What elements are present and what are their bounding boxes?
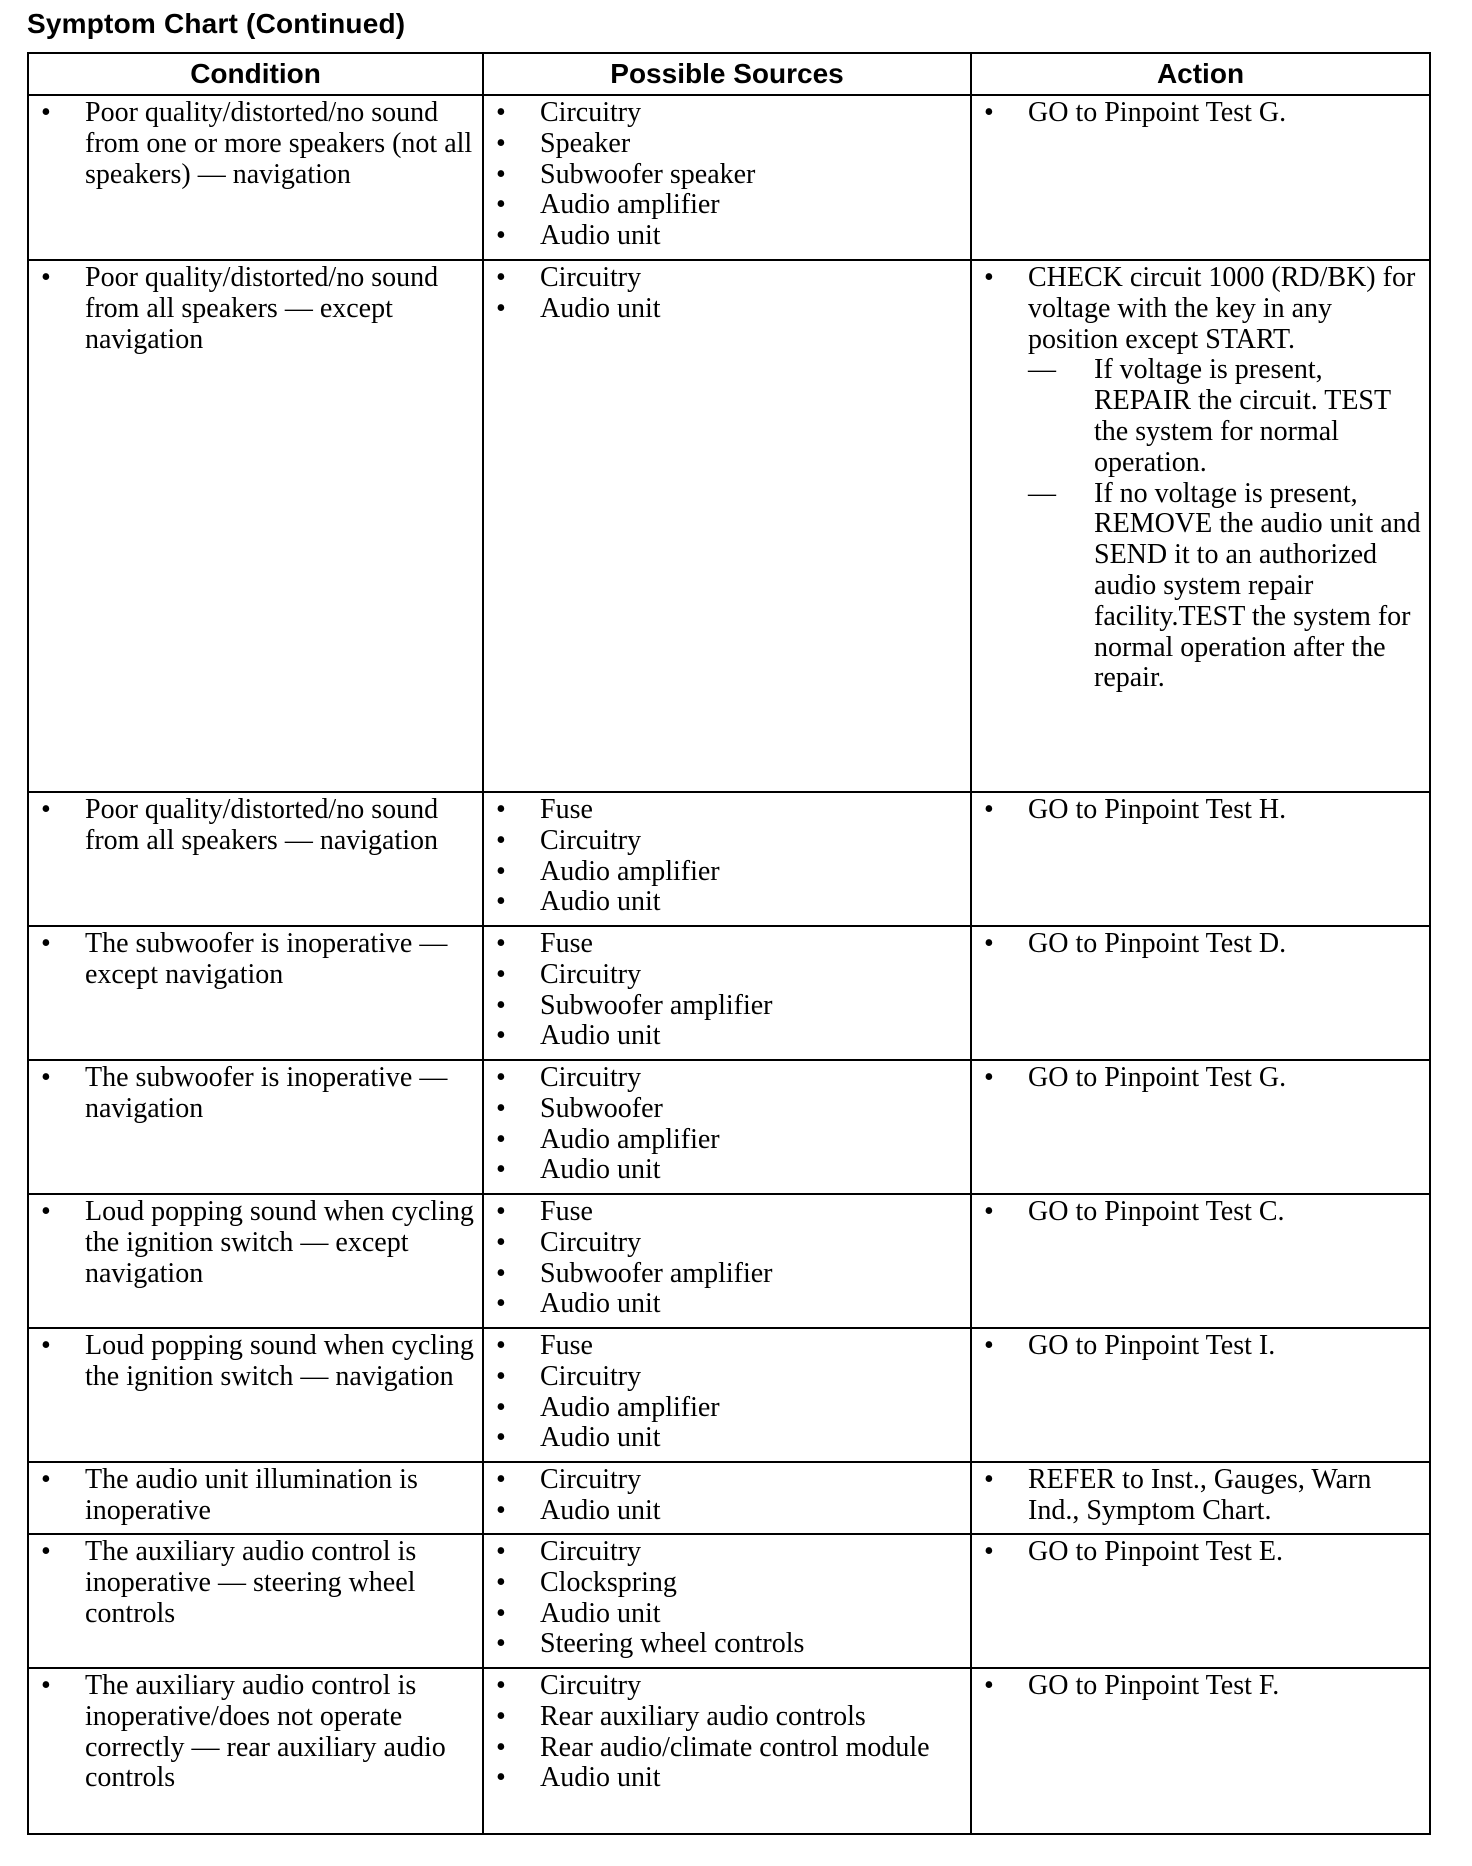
table-row [28, 1462, 1430, 1534]
sub-action-item [1028, 355, 1421, 478]
bullet-icon: • [984, 1464, 994, 1495]
bullet-icon: • [984, 1330, 994, 1361]
possible-sources-cell [483, 1534, 971, 1668]
condition-item [41, 1537, 474, 1629]
source-item-text: Subwoofer amplifier [540, 1257, 773, 1289]
source-item [496, 1763, 962, 1794]
bullet-icon: • [496, 1257, 506, 1289]
bullet-icon: • [984, 1196, 994, 1227]
condition-cell [28, 260, 483, 792]
bullet-icon: • [984, 928, 994, 959]
action-item [984, 263, 1421, 694]
bullet-icon: • [496, 1597, 506, 1629]
source-item-text: Audio unit [540, 1762, 661, 1794]
bullet-icon: • [984, 1062, 994, 1093]
source-item-list [484, 1669, 970, 1794]
table-row [28, 792, 1430, 926]
source-item [496, 1289, 962, 1320]
action-cell [971, 1462, 1430, 1534]
condition-cell [28, 1462, 483, 1534]
action-list [972, 261, 1429, 694]
action-text: GO to Pinpoint Test H. [1028, 794, 1287, 825]
bullet-icon: • [496, 220, 506, 252]
source-item [496, 1125, 962, 1156]
bullet-icon: • [41, 262, 51, 293]
table-row [28, 1194, 1430, 1328]
source-item [496, 1671, 962, 1702]
bullet-icon: • [984, 1536, 994, 1567]
source-item [496, 1021, 962, 1052]
possible-sources-cell [483, 926, 971, 1060]
source-item-text: Circuitry [540, 1464, 642, 1495]
condition-item-text: Poor quality/distorted/no sound from all speakers — except navigation [85, 262, 439, 355]
bullet-icon: • [496, 292, 506, 324]
condition-item-text: Loud popping sound when cycling the ignition switch — except navigation [85, 1196, 474, 1289]
action-text: GO to Pinpoint Test G. [1028, 1062, 1287, 1093]
source-item-text: Fuse [540, 1196, 593, 1227]
condition-item-list [29, 1669, 482, 1794]
condition-item-text: The auxiliary audio control is inoperative/does not operate correctly — rear auxiliary audio controls [85, 1670, 446, 1794]
source-item-text: Circuitry [540, 1360, 642, 1392]
condition-item-list [29, 1195, 482, 1289]
source-item [496, 1629, 962, 1660]
action-cell [971, 1668, 1430, 1834]
condition-item [41, 1465, 474, 1527]
source-item [496, 1423, 962, 1454]
source-item-text: Audio unit [540, 220, 661, 252]
source-item [496, 929, 962, 960]
bullet-icon: • [496, 1762, 506, 1794]
bullet-icon: • [496, 1464, 506, 1495]
table-body [28, 95, 1430, 1834]
source-item [496, 887, 962, 918]
bullet-icon: • [496, 1700, 506, 1732]
bullet-icon: • [496, 1391, 506, 1423]
source-item [496, 960, 962, 991]
condition-cell [28, 1534, 483, 1668]
action-cell [971, 1060, 1430, 1194]
source-item-text: Fuse [540, 794, 593, 825]
source-item [496, 1228, 962, 1259]
source-item-text: Circuitry [540, 1670, 642, 1701]
source-item-text: Subwoofer [540, 1092, 663, 1124]
bullet-icon: • [496, 1494, 506, 1526]
bullet-icon: • [496, 1566, 506, 1598]
table-row [28, 1534, 1430, 1668]
condition-item-list [29, 261, 482, 355]
bullet-icon: • [496, 1226, 506, 1258]
condition-cell [28, 926, 483, 1060]
source-item-text: Fuse [540, 928, 593, 959]
source-item-list [484, 927, 970, 1052]
source-item-text: Audio amplifier [540, 1123, 720, 1155]
action-text: GO to Pinpoint Test F. [1028, 1670, 1280, 1701]
action-list [972, 1669, 1429, 1702]
condition-cell [28, 1668, 483, 1834]
source-item [496, 1599, 962, 1630]
bullet-icon: • [496, 158, 506, 190]
action-text: GO to Pinpoint Test D. [1028, 928, 1287, 959]
table-row [28, 1060, 1430, 1194]
condition-cell [28, 1060, 483, 1194]
condition-cell [28, 1194, 483, 1328]
source-item-text: Circuitry [540, 1536, 642, 1567]
source-item [496, 190, 962, 221]
condition-item-list [29, 1329, 482, 1393]
source-item-list [484, 1061, 970, 1186]
condition-item [41, 1197, 474, 1289]
condition-item-text: The audio unit illumination is inoperative [85, 1464, 418, 1526]
source-item [496, 795, 962, 826]
source-item-list [484, 1329, 970, 1454]
source-item-text: Circuitry [540, 1226, 642, 1258]
table-row [28, 95, 1430, 260]
source-item-text: Subwoofer speaker [540, 158, 756, 190]
condition-item-list [29, 1535, 482, 1629]
source-item-list [484, 1195, 970, 1320]
source-item-text: Circuitry [540, 1062, 642, 1093]
condition-item-text: The subwoofer is inoperative — except navigation [85, 928, 448, 990]
action-list [972, 96, 1429, 129]
source-item-text: Audio unit [540, 1422, 661, 1454]
source-item [496, 98, 962, 129]
source-item-text: Circuitry [540, 97, 642, 128]
bullet-icon: • [496, 958, 506, 990]
bullet-icon: • [496, 1330, 506, 1361]
dash-icon: — [1028, 477, 1056, 509]
action-text: GO to Pinpoint Test E. [1028, 1536, 1283, 1567]
source-item-text: Circuitry [540, 824, 642, 856]
action-item [984, 98, 1421, 129]
action-list [972, 1061, 1429, 1094]
bullet-icon: • [41, 794, 51, 825]
bullet-icon: • [496, 127, 506, 159]
possible-sources-cell [483, 792, 971, 926]
source-item [496, 1331, 962, 1362]
source-item-text: Audio unit [540, 1494, 661, 1526]
condition-item-list [29, 793, 482, 857]
source-item [496, 221, 962, 252]
bullet-icon: • [496, 1062, 506, 1093]
action-list [972, 1463, 1429, 1527]
condition-item [41, 263, 474, 355]
condition-item-text: The subwoofer is inoperative — navigation [85, 1062, 448, 1124]
condition-item-list [29, 1061, 482, 1125]
condition-item [41, 1671, 474, 1794]
bullet-icon: • [984, 97, 994, 128]
source-item-text: Steering wheel controls [540, 1628, 805, 1660]
source-item [496, 263, 962, 294]
source-item [496, 826, 962, 857]
bullet-icon: • [41, 1330, 51, 1361]
bullet-icon: • [41, 97, 51, 128]
table-row [28, 260, 1430, 792]
bullet-icon: • [41, 1464, 51, 1495]
source-item-text: Rear auxiliary audio controls [540, 1700, 866, 1732]
condition-item-text: Poor quality/distorted/no sound from one or more speakers (not all speakers) — navigation [85, 97, 473, 190]
source-item [496, 1393, 962, 1424]
action-item [984, 1537, 1421, 1568]
bullet-icon: • [496, 1154, 506, 1186]
condition-item-list [29, 927, 482, 991]
source-item [496, 1537, 962, 1568]
source-item [496, 160, 962, 191]
source-item [496, 991, 962, 1022]
dash-icon: — [1028, 354, 1056, 386]
source-item-text: Audio unit [540, 1020, 661, 1052]
bullet-icon: • [496, 1196, 506, 1227]
source-item-text: Clockspring [540, 1566, 677, 1598]
possible-sources-cell [483, 1462, 971, 1534]
action-text: GO to Pinpoint Test I. [1028, 1330, 1276, 1361]
source-item-text: Audio amplifier [540, 1391, 720, 1423]
bullet-icon: • [496, 928, 506, 959]
possible-sources-cell [483, 260, 971, 792]
bullet-icon: • [496, 1360, 506, 1392]
action-text: REFER to Inst., Gauges, Warn Ind., Symptom Chart. [1028, 1464, 1372, 1526]
action-cell [971, 1328, 1430, 1462]
sub-action-item [1028, 479, 1421, 695]
bullet-icon: • [496, 855, 506, 887]
condition-item [41, 1331, 474, 1393]
bullet-icon: • [41, 1670, 51, 1701]
bullet-icon: • [496, 189, 506, 221]
source-item [496, 1568, 962, 1599]
condition-item [41, 795, 474, 857]
bullet-icon: • [41, 1062, 51, 1093]
action-cell [971, 792, 1430, 926]
action-list [972, 1195, 1429, 1228]
source-item-list [484, 96, 970, 252]
sub-action-text: If voltage is present, REPAIR the circuit. TEST the system for normal operation. [1094, 354, 1391, 478]
condition-item-text: Loud popping sound when cycling the ignition switch — navigation [85, 1330, 474, 1392]
header-action: Action [971, 53, 1430, 95]
source-item [496, 1702, 962, 1733]
table-row [28, 1668, 1430, 1834]
bullet-icon: • [496, 97, 506, 128]
source-item-text: Audio unit [540, 1154, 661, 1186]
bullet-icon: • [496, 794, 506, 825]
bullet-icon: • [496, 989, 506, 1021]
condition-item-text: The auxiliary audio control is inoperative — steering wheel controls [85, 1536, 417, 1629]
action-text: CHECK circuit 1000 (RD/BK) for voltage with the key in any position except START. [1028, 262, 1416, 355]
action-list [972, 927, 1429, 960]
action-text: GO to Pinpoint Test G. [1028, 97, 1287, 128]
bullet-icon: • [496, 1731, 506, 1763]
possible-sources-cell [483, 1060, 971, 1194]
bullet-icon: • [496, 1020, 506, 1052]
table-row [28, 926, 1430, 1060]
source-item-text: Audio unit [540, 1597, 661, 1629]
action-cell [971, 926, 1430, 1060]
action-item [984, 795, 1421, 826]
condition-item-text: Poor quality/distorted/no sound from all speakers — navigation [85, 794, 439, 856]
condition-item-list [29, 1463, 482, 1527]
symptom-chart-table [27, 52, 1431, 1835]
action-item [984, 1331, 1421, 1362]
source-item [496, 1094, 962, 1125]
bullet-icon: • [496, 1536, 506, 1567]
bullet-icon: • [496, 1123, 506, 1155]
action-cell [971, 260, 1430, 792]
source-item-text: Audio unit [540, 1288, 661, 1320]
bullet-icon: • [41, 1536, 51, 1567]
source-item-text: Audio unit [540, 292, 661, 324]
source-item-text: Subwoofer amplifier [540, 989, 773, 1021]
page-title: Symptom Chart (Continued) [27, 8, 406, 39]
source-item-text: Rear audio/climate control module [540, 1731, 930, 1763]
header-condition: Condition [28, 53, 483, 95]
source-item-text: Audio amplifier [540, 189, 720, 221]
bullet-icon: • [41, 928, 51, 959]
action-cell [971, 95, 1430, 260]
action-list [972, 793, 1429, 826]
source-item [496, 1733, 962, 1764]
condition-item [41, 929, 474, 991]
possible-sources-cell [483, 1668, 971, 1834]
table-row [28, 1328, 1430, 1462]
source-item-list [484, 1535, 970, 1660]
source-item [496, 857, 962, 888]
action-cell [971, 1534, 1430, 1668]
action-text: GO to Pinpoint Test C. [1028, 1196, 1285, 1227]
possible-sources-cell [483, 1194, 971, 1328]
possible-sources-cell [483, 1328, 971, 1462]
bullet-icon: • [496, 1288, 506, 1320]
condition-item [41, 1063, 474, 1125]
source-item [496, 1259, 962, 1290]
sub-action-text: If no voltage is present, REMOVE the audio unit and SEND it to an authorized audio system repair facility.TEST the system for normal operation after the repair. [1094, 477, 1421, 694]
bullet-icon: • [984, 1670, 994, 1701]
bullet-icon: • [984, 794, 994, 825]
source-item [496, 1063, 962, 1094]
bullet-icon: • [496, 886, 506, 918]
source-item-text: Circuitry [540, 958, 642, 990]
action-cell [971, 1194, 1430, 1328]
action-item [984, 1671, 1421, 1702]
sub-action-list [1028, 355, 1421, 694]
condition-cell [28, 95, 483, 260]
source-item-list [484, 1463, 970, 1527]
action-list [972, 1329, 1429, 1362]
source-item-list [484, 261, 970, 325]
source-item-text: Audio amplifier [540, 855, 720, 887]
bullet-icon: • [496, 1628, 506, 1660]
condition-cell [28, 792, 483, 926]
source-item [496, 1155, 962, 1186]
bullet-icon: • [984, 262, 994, 293]
source-item-text: Audio unit [540, 886, 661, 918]
action-item [984, 1197, 1421, 1228]
table-header-row [28, 53, 1430, 95]
source-item [496, 294, 962, 325]
source-item-text: Fuse [540, 1330, 593, 1361]
condition-cell [28, 1328, 483, 1462]
bullet-icon: • [496, 1092, 506, 1124]
bullet-icon: • [496, 824, 506, 856]
action-list [972, 1535, 1429, 1568]
source-item [496, 1197, 962, 1228]
source-item [496, 1496, 962, 1527]
header-possible-sources: Possible Sources [483, 53, 971, 95]
action-item [984, 929, 1421, 960]
source-item [496, 1362, 962, 1393]
source-item-list [484, 793, 970, 918]
action-item [984, 1063, 1421, 1094]
bullet-icon: • [41, 1196, 51, 1227]
condition-item [41, 98, 474, 190]
source-item-text: Circuitry [540, 262, 642, 293]
action-item [984, 1465, 1421, 1527]
bullet-icon: • [496, 1670, 506, 1701]
condition-item-list [29, 96, 482, 190]
possible-sources-cell [483, 95, 971, 260]
bullet-icon: • [496, 1422, 506, 1454]
source-item [496, 1465, 962, 1496]
bullet-icon: • [496, 262, 506, 293]
source-item [496, 129, 962, 160]
source-item-text: Speaker [540, 127, 631, 159]
